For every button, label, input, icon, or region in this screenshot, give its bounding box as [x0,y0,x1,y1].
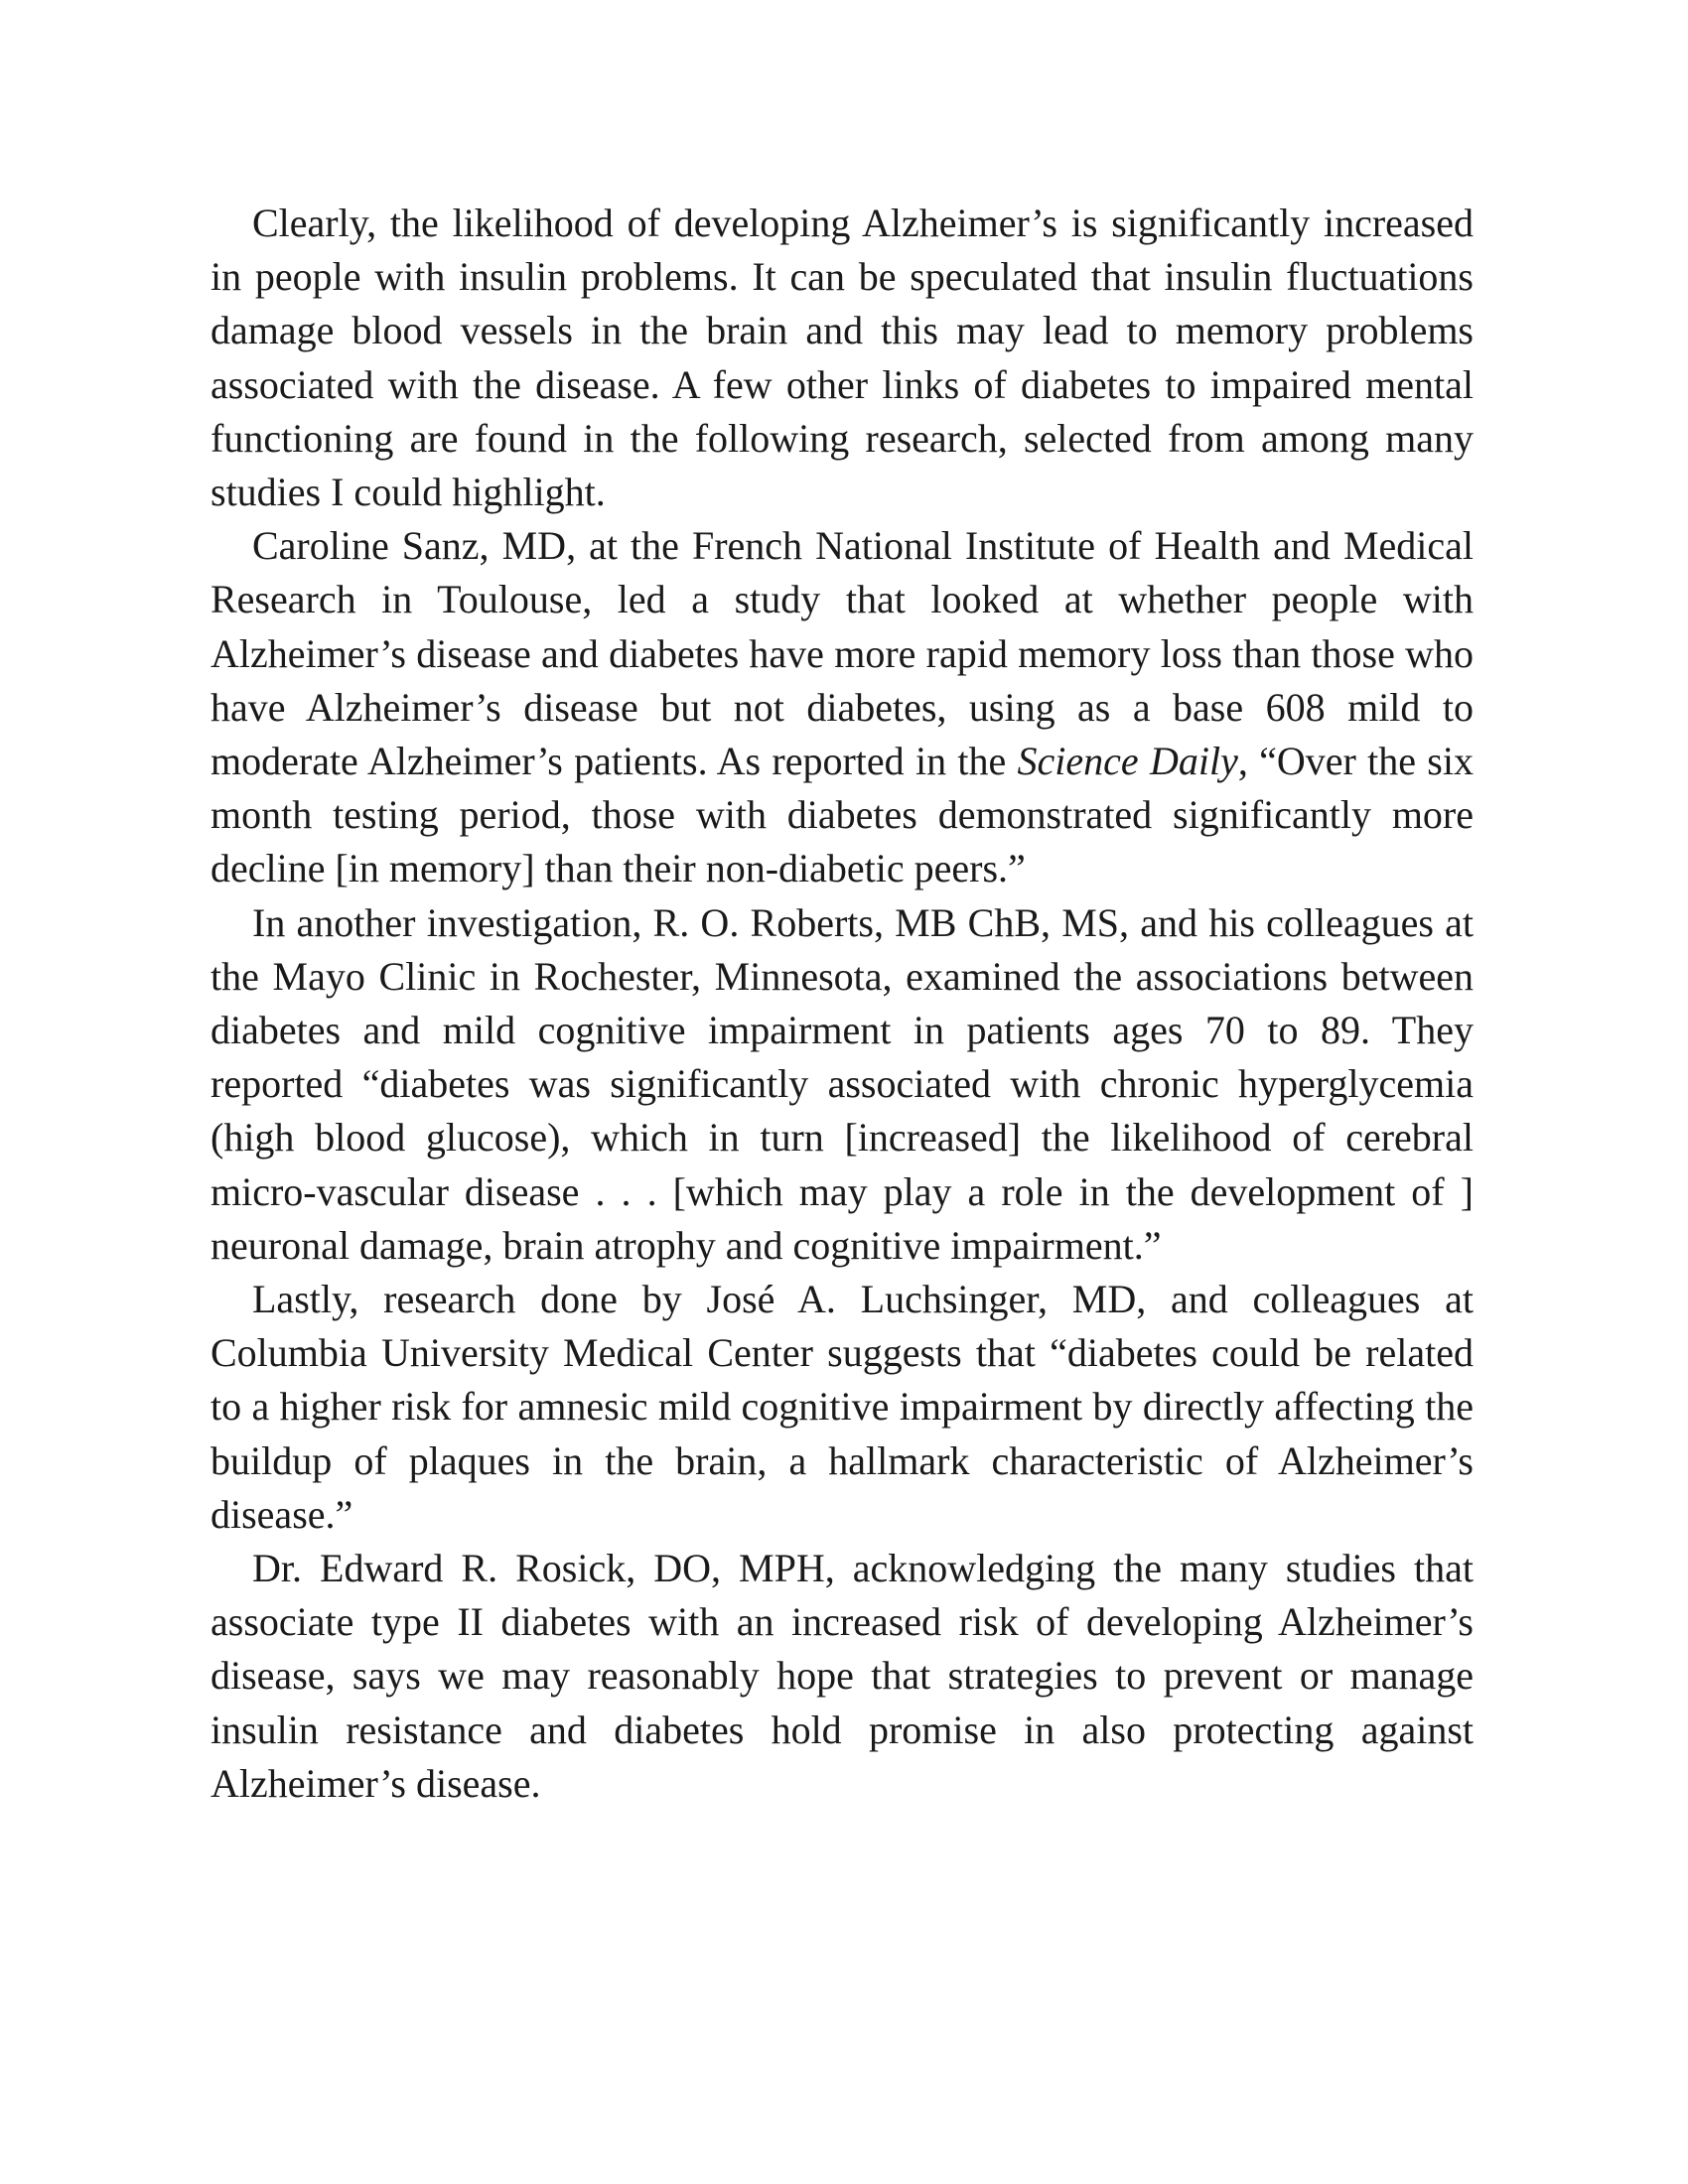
paragraph-text: Lastly, research done by José A. Luchsinger, MD, and colleagues at Columbia University Medical Center suggests that “diabetes could be related to a higher risk for amnesic mild cognitive impairment by directly affecting the buildup of plaques in the brain, a hallmark characteristic of Alzheimer’s disease.” [211,1277,1474,1537]
paragraph-luchsinger-study [211,1273,1474,1542]
book-page-body [211,197,1474,1811]
paragraph-sanz-study [211,519,1474,895]
paragraph-text: In another investigation, R. O. Roberts, MB ChB, MS, and his colleagues at the Mayo Clinic in Rochester, Minnesota, examined the associations between diabetes and mild cognitive impairment in patients ages 70 to 89. They reported “diabetes was significantly associated with chronic hyperglycemia (high blood glucose), which in turn [increased] the likelihood of cerebral micro-vascular disease . . . [which may play a role in the development of ] neuronal damage, brain atrophy and cognitive impairment.” [211,899,1474,1268]
paragraph-text: Clearly, the likelihood of developing Alzheimer’s is significantly increased in people with insulin problems. It can be speculated that insulin fluctuations damage blood vessels in the brain and this may lead to memory problems associated with the disease. A few other links of diabetes to impaired mental functioning are found in the following research, selected from among many studies I could highlight. [211,201,1474,515]
paragraph-text: Dr. Edward R. Rosick, DO, MPH, acknowledging the many studies that associate type II diabetes with an increased risk of developing Alzheimer’s disease, says we may reasonably hope that strategies to prevent or manage insulin resistance and diabetes hold promise in also protecting against Alzheimer’s disease. [211,1546,1474,1806]
paragraph-text: Caroline Sanz, MD, at the French National Institute of Health and Medical Research in Toulouse, led a study that looked at whether people with Alzheimer’s disease and diabetes have more rapid memory loss than those who have Alzheimer’s disease but not diabetes, using as a base 608 mild to moderate Alzheimer’s patients. As reported in the [211,523,1474,784]
paragraph-roberts-study [211,896,1474,1273]
paragraph-text: , “Over the six month testing period, those with diabetes demonstrated significantly more decline [in memory] than their non-diabetic peers.” [211,739,1474,891]
publication-title: Science Daily [1017,739,1238,784]
paragraph-insulin-alzheimers-likelihood [211,197,1474,519]
paragraph-rosick-conclusion [211,1542,1474,1811]
